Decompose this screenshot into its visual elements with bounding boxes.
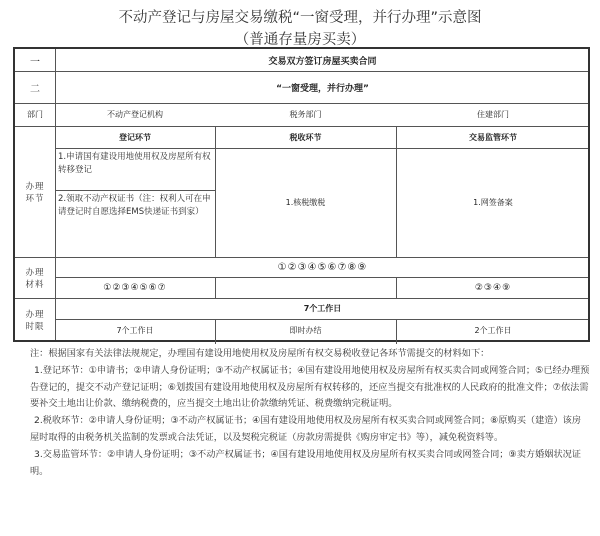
- row2-text: “一窗受理，并行办理”: [276, 83, 369, 94]
- row1-number: 一: [30, 56, 40, 68]
- materials-all: ①②③④⑤⑥⑦⑧⑨: [277, 261, 368, 273]
- materials-label: 办理材料: [25, 267, 45, 290]
- materials-registration: ①②③④⑤⑥⑦: [103, 282, 167, 293]
- supervision-step: 1.网签备案: [473, 198, 513, 207]
- step-head-supervision: 交易监管环节: [469, 132, 517, 142]
- step-head-registration: 登记环节: [119, 132, 151, 142]
- tax-step: 1.核税缴税: [285, 198, 326, 207]
- steps-label: 办理环节: [25, 181, 45, 204]
- page-subtitle: （普通存量房买卖）: [234, 32, 366, 48]
- page-title: 不动产登记与房屋交易缴税“一窗受理，并行办理”示意图: [118, 10, 482, 26]
- flow-table: [13, 47, 590, 342]
- notes-intro: 注：根据国家有关法律法规规定，办理国有建设用地使用权及房屋所有权交易税收登记各环节需提交的材料如下：: [30, 348, 490, 359]
- registration-step-2: 2.领取不动产权证书（注：权利人可在申请登记时自愿选择EMS快递证书到家）: [58, 194, 211, 217]
- time-tax: 即时办结: [289, 326, 322, 335]
- row2-number: 二: [30, 83, 40, 95]
- dept-tax: 税务部门: [289, 110, 322, 119]
- step-head-tax: 税收环节: [289, 132, 322, 142]
- time-supervision: 2个工作日: [474, 326, 512, 335]
- materials-supervision: ②③④⑨: [474, 282, 512, 293]
- time-registration: 7个工作日: [116, 326, 154, 335]
- notes-supervision: 3.交易监管环节：②申请人身份证明；③不动产权属证书；④国有建设用地使用权及房屋所有权买卖合同或网签合同；⑨卖方婚姻状况证明。: [30, 448, 582, 477]
- notes-registration: 1.登记环节：①申请书；②申请人身份证明；③不动产权属证书；④国有建设用地使用权及房屋所有权买卖合同或网签合同；⑤已经办理预告登记的，提交不动产登记证明；⑥划拨国有建设用地使用权及房屋所有权转移的，还应当提交有批准权的人民政府的批准文件；⑦依法需要补交土地出让价款、缴纳税费的，应当提交土地出让价款缴纳凭证、税费缴纳完税证明。: [30, 364, 590, 410]
- registration-step-1: 1.申请国有建设用地使用权及房屋所有权转移登记: [58, 152, 211, 175]
- notes: [30, 346, 590, 480]
- notes-tax: 2.税收环节：②申请人身份证明；③不动产权属证书；④国有建设用地使用权及房屋所有权买卖合同或网签合同；⑧原购买（建造）该房屋时取得的由税务机关监制的发票或合法凭证，以及契税完税证（房款房需提供《购房审定书》等），减免税资料等。: [30, 415, 582, 443]
- col-divider: [215, 277, 216, 298]
- dept-label: 部门: [27, 110, 43, 119]
- time-total: 7个工作日: [303, 304, 342, 313]
- dept-registration: 不动产登记机构: [107, 110, 163, 119]
- row1-text: 交易双方签订房屋买卖合同: [268, 56, 377, 67]
- time-label: 办理时限: [25, 310, 45, 332]
- dept-housing: 住建部门: [477, 110, 509, 119]
